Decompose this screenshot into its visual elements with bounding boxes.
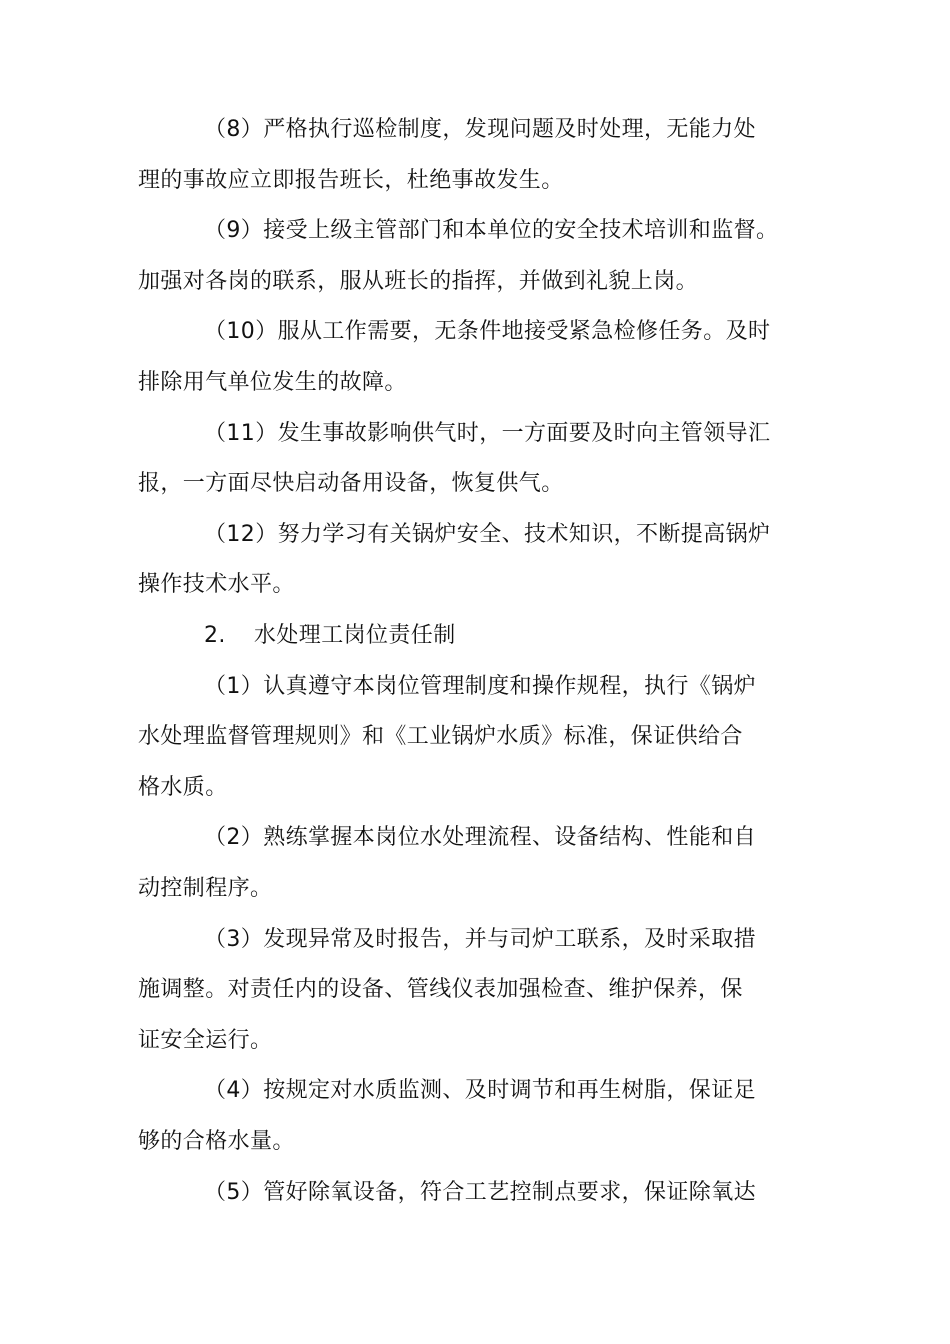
paragraph-line: 理的事故应立即报告班长，杜绝事故发生。 [138, 167, 564, 193]
paragraph-first-line: （11）发生事故影响供气时，一方面要及时向主管领导汇 [204, 420, 771, 446]
paragraph-first-line: （9）接受上级主管部门和本单位的安全技术培训和监督。 [204, 218, 779, 244]
section-title: 水处理工岗位责任制 [254, 623, 456, 648]
paragraph-first-line: （2）熟练掌握本岗位水处理流程、设备结构、性能和自 [204, 825, 756, 851]
paragraph-line: 水处理监督管理规则》和《工业锅炉水质》标准，保证供给合 [138, 724, 743, 750]
paragraph-line: 排除用气单位发生的故障。 [138, 370, 407, 395]
paragraph-line: 动控制程序。 [138, 876, 273, 901]
paragraph-line: 操作技术水平。 [138, 572, 295, 598]
paragraph-line: 够的合格水量。 [138, 1129, 295, 1154]
paragraph-line: 加强对各岗的联系，服从班长的指挥，并做到礼貌上岗。 [138, 268, 699, 294]
paragraph-first-line: （1）认真遵守本岗位管理制度和操作规程，执行《锅炉 [204, 673, 756, 699]
paragraph-first-line: （12）努力学习有关锅炉安全、技术知识，不断提高锅炉 [204, 521, 771, 547]
paragraph-first-line: （3）发现异常及时报告，并与司炉工联系，及时采取措 [204, 926, 756, 952]
paragraph-first-line: （8）严格执行巡检制度，发现问题及时处理，无能力处 [204, 117, 756, 142]
paragraph-line: 证安全运行。 [138, 1027, 273, 1053]
paragraph-line: 格水质。 [138, 774, 228, 800]
section-heading [204, 621, 818, 651]
paragraph-first-line: （5）管好除氧设备，符合工艺控制点要求，保证除氧达 [204, 1179, 756, 1205]
paragraph-first-line: （10）服从工作需要，无条件地接受紧急检修任务。及时 [204, 319, 771, 345]
section-number: 2. [204, 623, 226, 648]
paragraph-line: 报，一方面尽快启动备用设备，恢复供气。 [138, 471, 564, 497]
paragraph-first-line: （4）按规定对水质监测、及时调节和再生树脂，保证足 [204, 1078, 756, 1104]
paragraph-line: 施调整。对责任内的设备、管线仪表加强检查、维护保养，保 [138, 977, 743, 1003]
